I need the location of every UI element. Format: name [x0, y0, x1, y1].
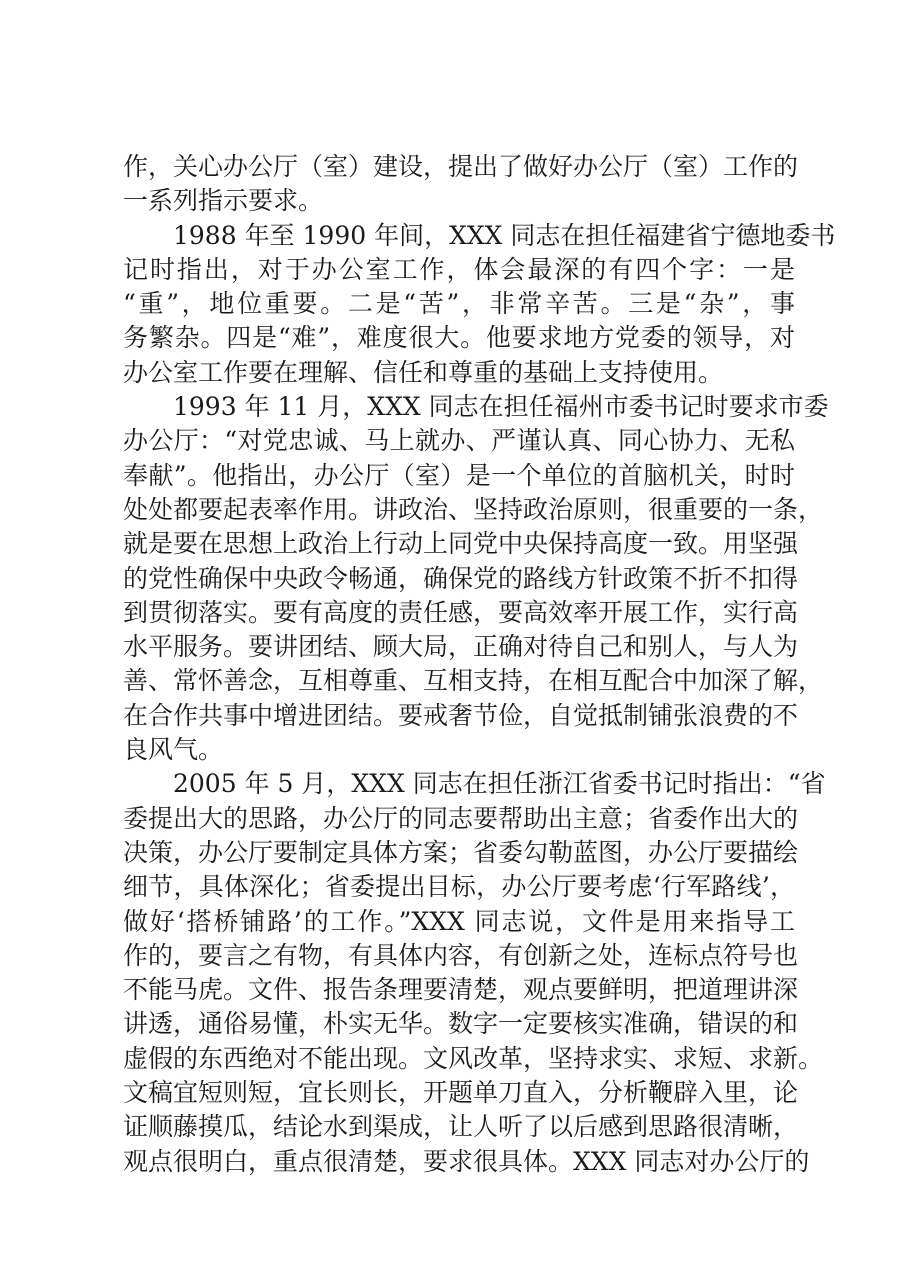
text-line: 处处都要起表率作用。讲政治、坚持政治原则，很重要的一条，: [123, 494, 824, 524]
paragraph-3: [123, 390, 829, 767]
text-line: 务繁杂。四是“难”，难度很大。他要求地方党委的领导，对: [123, 323, 795, 353]
text-line: 决策，办公厅要制定具体方案；省委勾勒蓝图，办公厅要描绘: [123, 837, 799, 867]
text-line: 虚假的东西绝对不能出现。文风改革，坚持求实、求短、求新。: [123, 1043, 824, 1073]
text-line: 就是要在思想上政治上行动上同党中央保持高度一致。用坚强: [123, 529, 799, 559]
text-line: 一系列指示要求。: [123, 186, 324, 216]
paragraph-1: [123, 150, 799, 219]
text-line: 观点很明白，重点很清楚，要求很具体。XXX 同志对办公厅的: [123, 1146, 810, 1176]
text-line: 的党性确保中央政令畅通，确保党的路线方针政策不折不扣得: [123, 563, 799, 593]
text-line: 不能马虎。文件、报告条理要清楚，观点要鲜明，把道理讲深: [123, 975, 799, 1005]
paragraph-4: [123, 767, 826, 1179]
paragraph-2: [123, 219, 836, 390]
text-line: 到贯彻落实。要有高度的责任感，要高效率开展工作，实行高: [123, 597, 799, 627]
text-line: 水平服务。要讲团结、顾大局，正确对待自己和别人，与人为: [123, 632, 799, 662]
text-line: 2005 年 5 月，XXX 同志在担任浙江省委书记时指出：“省: [173, 769, 826, 799]
text-line: 办公厅：“对党忠诚、马上就办、严谨认真、同心协力、无私: [123, 426, 795, 456]
text-line: 良风气。: [123, 735, 224, 765]
text-line: 委提出大的思路，办公厅的同志要帮助出主意；省委作出大的: [123, 803, 799, 833]
text-line: 记时指出，对于办公室工作，体会最深的有四个字：一是: [123, 254, 795, 284]
text-line: 善、常怀善念，互相尊重、互相支持，在相互配合中加深了解，: [123, 666, 824, 696]
text-line: 作，关心办公厅（室）建设，提出了做好办公厅（室）工作的: [123, 152, 799, 181]
text-line: 1993 年 11 月，XXX 同志在担任福州市委书记时要求市委: [173, 392, 829, 422]
text-line: 讲透，通俗易懂，朴实无华。数字一定要核实准确，错误的和: [123, 1009, 799, 1039]
text-line: 作的，要言之有物，有具体内容，有创新之处，连标点符号也: [123, 940, 799, 970]
text-line: 做好‘搭桥铺路’的工作。”XXX 同志说，文件是用来指导工: [123, 906, 795, 936]
text-line: “重”，地位重要。二是“苦”，非常辛苦。三是“杂”，事: [123, 289, 795, 319]
text-line: 1988 年至 1990 年间，XXX 同志在担任福建省宁德地委书: [173, 220, 836, 250]
body-text: [123, 150, 836, 1179]
text-line: 文稿宜短则短，宜长则长，开题单刀直入，分析鞭辟入里，论: [123, 1078, 799, 1108]
text-line: 证顺藤摸瓜，结论水到渠成，让人听了以后感到思路很清晰，: [123, 1112, 799, 1142]
text-line: 办公室工作要在理解、信任和尊重的基础上支持使用。: [123, 357, 724, 387]
text-line: 在合作共事中增进团结。要戒奢节俭，自觉抵制铺张浪费的不: [123, 700, 799, 730]
text-line: 奉献”。他指出，办公厅（室）是一个单位的首脑机关，时时: [123, 460, 795, 490]
text-line: 细节，具体深化；省委提出目标，办公厅要考虑‘行军路线’，: [123, 872, 795, 902]
